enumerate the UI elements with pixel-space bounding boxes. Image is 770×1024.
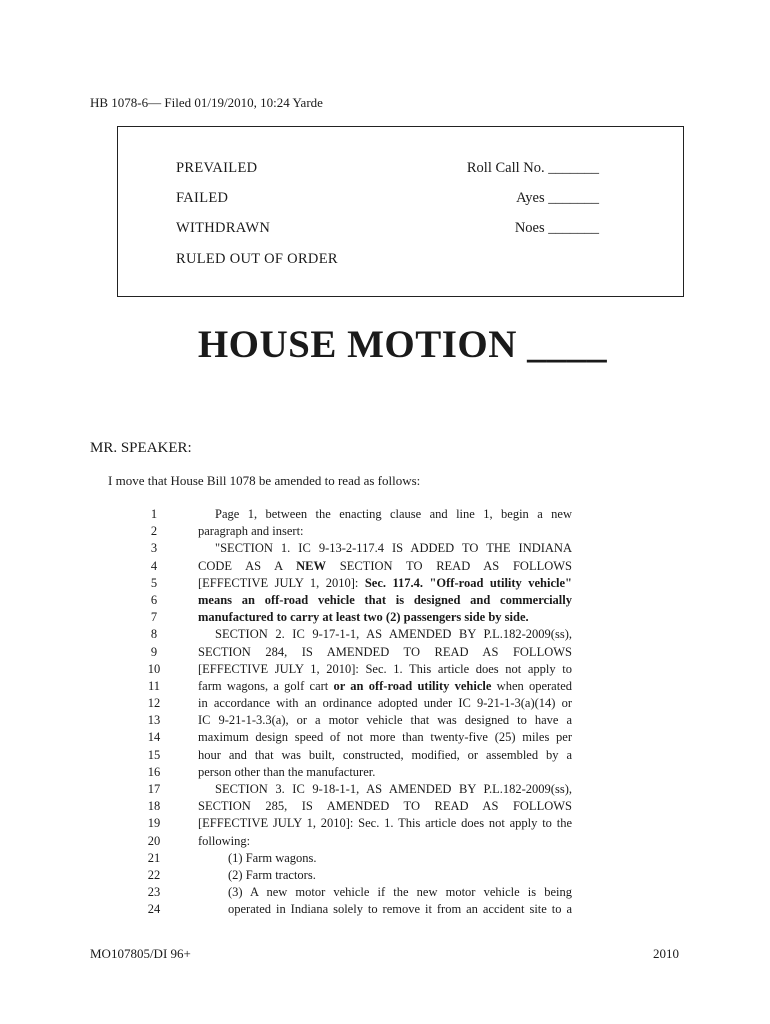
document-id: MO107805/DI 96+ (90, 946, 191, 961)
text-line: following: (198, 833, 251, 848)
status-ruled-out-of-order: RULED OUT OF ORDER (176, 251, 338, 267)
text-line: SECTION 3. IC 9-18-1-1, AS AMENDED BY P.L.182-2009(ss), (215, 782, 572, 796)
text-line: in accordance with an ordinance adopted under IC 9-21-1-3(a)(14) or (198, 696, 572, 711)
text-line: IC 9-21-1-3.3(a), or a motor vehicle that was designed to have a (198, 713, 572, 728)
text-line: SECTION 285, IS AMENDED TO READ AS FOLLOWS (198, 799, 572, 814)
line-number: 13 (147, 713, 161, 728)
line-number: 10 (147, 661, 161, 676)
line-number: 20 (147, 833, 161, 848)
line-number: 4 (150, 558, 158, 573)
status-prevailed: PREVAILED (176, 160, 258, 176)
text-line (198, 609, 572, 626)
text-line: SECTION 2. IC 9-17-1-1, AS AMENDED BY P.L.182-2009(ss), (215, 627, 572, 642)
line-number: 8 (150, 627, 158, 642)
line-number: 2 (150, 524, 158, 539)
text-line (198, 558, 572, 575)
ayes-count: Ayes _______ (516, 190, 599, 206)
page-title: HOUSE MOTION ____ (197, 323, 608, 366)
text-line (198, 678, 572, 695)
motion-intro: I move that House Bill 1078 be amended to read as follows: (108, 473, 421, 488)
line-number: 14 (147, 730, 161, 745)
text-run: CODE AS A (198, 558, 297, 573)
line-number: 18 (147, 799, 161, 814)
amendment-text (198, 506, 572, 919)
line-number: 16 (147, 764, 161, 779)
text-line: (1) Farm wagons. (228, 850, 317, 865)
text-run: when operated (491, 678, 572, 693)
line-number: 11 (147, 678, 161, 693)
text-line: Page 1, between the enacting clause and line 1, begin a new (215, 507, 572, 521)
line-number: 17 (147, 782, 161, 796)
text-line: [EFFECTIVE JULY 1, 2010]: Sec. 1. This article does not apply to (198, 661, 572, 676)
line-number: 15 (147, 747, 161, 762)
text-line: SECTION 284, IS AMENDED TO READ AS FOLLOWS (198, 644, 572, 659)
line-number: 12 (147, 696, 161, 711)
line-number: 5 (150, 575, 158, 590)
motion-status-box (117, 126, 684, 297)
text-line: maximum design speed of not more than twenty-five (25) miles per (198, 730, 572, 745)
new-keyword: NEW (296, 558, 327, 573)
text-line (198, 575, 572, 592)
status-failed: FAILED (176, 190, 229, 206)
inserted-text: manufactured to carry at least two (2) passengers side by side. (198, 610, 529, 625)
line-number: 24 (147, 902, 161, 917)
text-line (198, 592, 572, 609)
inserted-text: means an off-road vehicle that is designed and commercially (198, 592, 572, 607)
text-line: [EFFECTIVE JULY 1, 2010]: Sec. 1. This article does not apply to the (198, 816, 572, 831)
inserted-text: Sec. 117.4. "Off-road utility vehicle" (364, 575, 572, 590)
text-line: (3) A new motor vehicle if the new motor vehicle is being (228, 885, 572, 900)
noes-count: Noes _______ (514, 220, 599, 236)
text-line: "SECTION 1. IC 9-13-2-117.4 IS ADDED TO THE INDIANA (215, 541, 572, 556)
text-run: [EFFECTIVE JULY 1, 2010]: (198, 575, 365, 590)
line-numbers (145, 506, 163, 919)
text-line: paragraph and insert: (198, 524, 304, 539)
text-run: SECTION TO READ AS FOLLOWS (326, 558, 572, 573)
line-number: 7 (150, 610, 158, 625)
line-number: 21 (147, 850, 161, 865)
text-run: farm wagons, a golf cart (198, 678, 334, 693)
text-line: operated in Indiana solely to remove it from an accident site to a (228, 902, 572, 917)
status-withdrawn: WITHDRAWN (176, 220, 271, 236)
line-number: 23 (147, 885, 161, 900)
filing-line: HB 1078-6— Filed 01/19/2010, 10:24 Yarde (90, 95, 323, 110)
line-number: 22 (147, 867, 161, 882)
text-line: hour and that was built, constructed, modified, or assembled by a (198, 747, 572, 762)
salutation: MR. SPEAKER: (90, 440, 192, 456)
line-number: 9 (150, 644, 158, 659)
line-number: 3 (150, 541, 158, 556)
line-number: 6 (150, 592, 158, 607)
line-number: 19 (147, 816, 161, 831)
inserted-text: or an off-road utility vehicle (333, 678, 492, 693)
text-line: (2) Farm tractors. (228, 867, 316, 882)
roll-call-number: Roll Call No. _______ (466, 160, 599, 176)
line-number: 1 (150, 507, 158, 521)
text-line: person other than the manufacturer. (198, 764, 376, 779)
document-year: 2010 (653, 946, 679, 961)
